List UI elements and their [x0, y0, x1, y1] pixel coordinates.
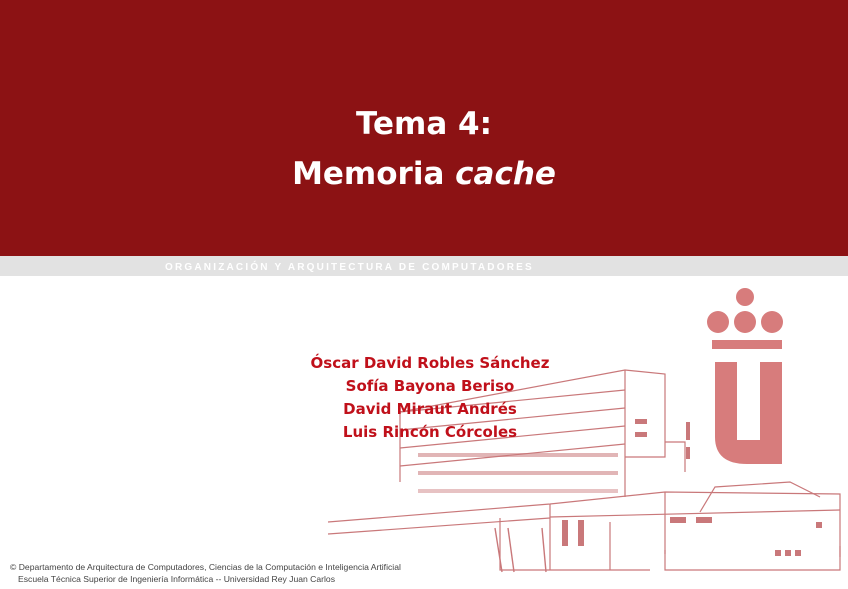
- urjc-logo-icon: [707, 288, 783, 464]
- authors-list: [300, 352, 560, 444]
- slide-title-line1: Tema 4:: [355, 106, 493, 142]
- footer-line2: Escuela Técnica Superior de Ingeniería Informática -- Universidad Rey Juan Carlos: [18, 574, 336, 584]
- subject-label: ORGANIZACIÓN Y ARQUITECTURA DE COMPUTADORES: [165, 262, 534, 273]
- author-name: Sofía Bayona Beriso: [345, 377, 515, 395]
- footer-line1: © Departamento de Arquitectura de Computadores, Ciencias de la Computación e Inteligencia Artificial: [10, 562, 401, 572]
- author-name: Óscar David Robles Sánchez: [310, 354, 550, 372]
- footer-credits: [10, 561, 401, 585]
- author-name: Luis Rincón Córcoles: [342, 423, 518, 441]
- slide-title-line2: [0, 156, 848, 192]
- author-name: David Miraut Andrés: [343, 400, 517, 418]
- title-italic: cache: [455, 156, 556, 192]
- title-normal: Memoria: [292, 156, 456, 192]
